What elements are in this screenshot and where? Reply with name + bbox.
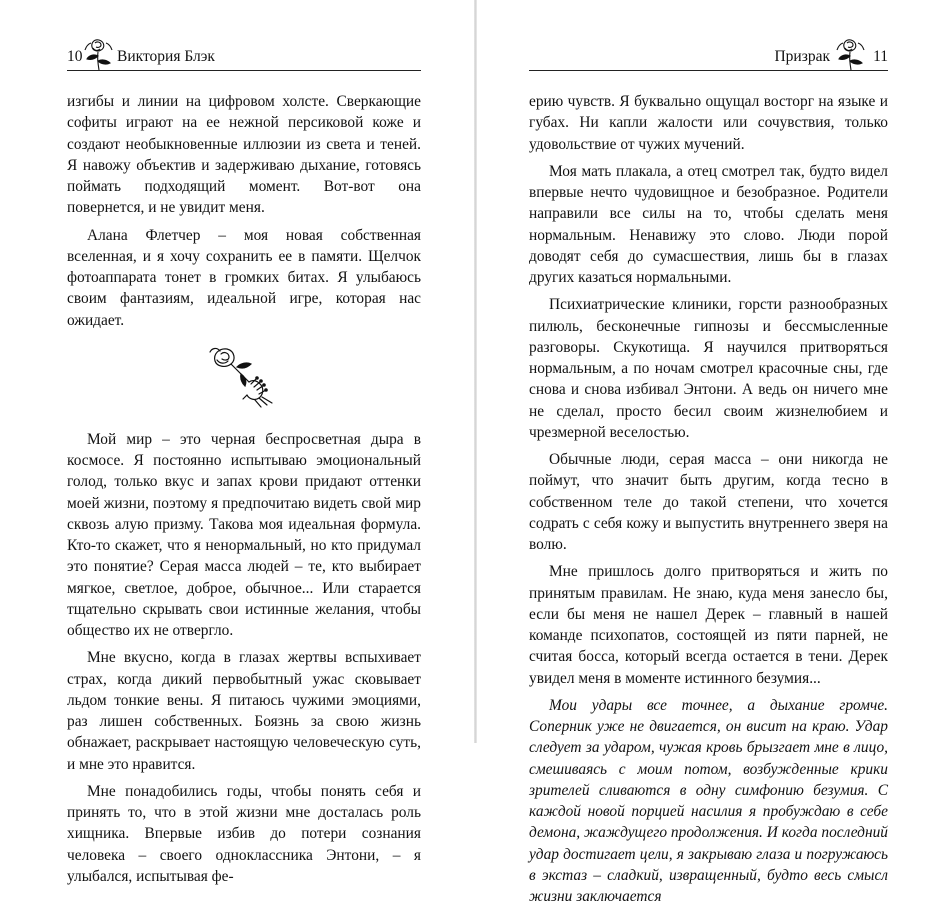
paragraph: Моя мать плакала, а отец смотрел так, будто видел впервые нечто чудовищное и безобразное. Родители направили все силы на то, чтобы сделать меня нормальным. Ненавижу это слово. Люди порой доводят себя до сумасшествия, лишь бы в глазах других казаться нормальными. — [529, 162, 888, 286]
running-head-left: Виктория Блэк — [117, 48, 215, 65]
paragraph: Мне понадобились годы, чтобы понять себя и принять то, что в этой жизни мне досталась роль хищника. Впервые избив до потери сознания человека – своего одноклассника Энтони, – я улыбался, испытывая фе- — [67, 782, 421, 885]
page-number-left: 10 — [67, 48, 83, 65]
paragraph: Психиатрические клиники, горсти разнообразных пилюль, бесконечные гипнозы и бессмысленные разговоры. Скукотища. Я научился притворяться нормальным, а по ночам смотрел красочные сны, где снова и снова избивал Энтони. А ведь он ничего мне не сделал, просто бесил своим жизнелюбием и чрезмерной веселостью. — [529, 296, 888, 441]
scene-divider — [67, 343, 421, 413]
running-head-right: Призрак — [774, 48, 830, 65]
paragraph: ерию чувств. Я буквально ощущал восторг на языке и губах. Ни капли жалости или сочувствия, только удовольствие от чужих мучений. — [529, 93, 888, 153]
left-page-header — [67, 44, 421, 71]
paragraph: Мой мир – это черная беспросветная дыра в космосе. Я постоянно испытываю эмоциональный голод, только вкус и запах крови придают оттенки моей жизни, поэтому я предпочитаю видеть свой мир сквозь алую призму. Такова моя идеальная формула. Кто-то скажет, что я ненормальный, но кто придумал это понятие? Серая масса людей – те, кто выбирает мягкое, светлое, доброе, обычное... Или старается тщательно скрывать свои истинные желания, чтобы общество их не отвергло. — [67, 430, 421, 639]
skeleton-hand-rose-icon — [207, 343, 281, 409]
paragraph-italic: Мои удары все точнее, а дыхание громче. Соперник уже не двигается, он висит на краю. Удар следует за ударом, чужая кровь брызгает мне в лицо, смешиваясь с моим потом, возбужденные крики зрителей сливаются в одну симфонию безумия. С каждой новой порцией насилия я пробуждаю в себе демона, жаждущего продолжения. И когда последний удар достигает цели, я закрываю глаза и погружаюсь в экстаз – сладкий, извращенный, будто весь смысл жизни заключается — [529, 696, 888, 905]
paragraph: Обычные люди, серая масса – они никогда не поймут, что значит быть другим, когда тесно в собственном теле до такой степени, что хочется содрать с себя кожу и выпустить внутреннего зверя на волю. — [529, 451, 888, 553]
paragraph: Алана Флетчер – моя новая собственная вселенная, и я хочу сохранить ее в памяти. Щелчок фотоаппарата тонет в громких битах. Я улыбаюсь своим фантазиям, идеальной игре, которая нас ожидает. — [67, 226, 421, 329]
right-page — [529, 0, 888, 905]
left-page — [67, 0, 421, 885]
right-page-body — [529, 91, 888, 913]
page-number-right: 11 — [873, 48, 888, 65]
paragraph: Мне пришлось долго притворяться и жить по принятым правилам. Не знаю, куда меня занесло бы, если бы меня не нашел Дерек – главный в нашей команде психопатов, состоящей из пяти парней, не считая босса, который всегда остается в тени. Дерек увидел меня в моменте истинного безумия... — [529, 563, 888, 687]
paragraph: Мне вкусно, когда в глазах жертвы вспыхивает страх, когда дикий первобытный ужас сковывает льдом тонкие вены. Я питаюсь чужими эмоциями, раз лишен собственных. Боязнь за свою жизнь обнажает, раскрывает настоящую человеческую суть, и мне это нравится. — [67, 649, 421, 773]
paragraph: изгибы и линии на цифровом холсте. Сверкающие софиты играют на ее нежной персиковой коже и создают необыкновенные иллюзии из света и теней. Я навожу объектив и задерживаю дыхание, готовясь поймать подходящий момент. Вот-вот она повернется, и не увидит меня. — [67, 93, 421, 217]
rose-icon — [834, 34, 868, 77]
right-page-header — [529, 44, 888, 71]
book-gutter — [474, 0, 477, 743]
rose-icon — [82, 34, 116, 77]
left-page-body — [67, 91, 421, 893]
